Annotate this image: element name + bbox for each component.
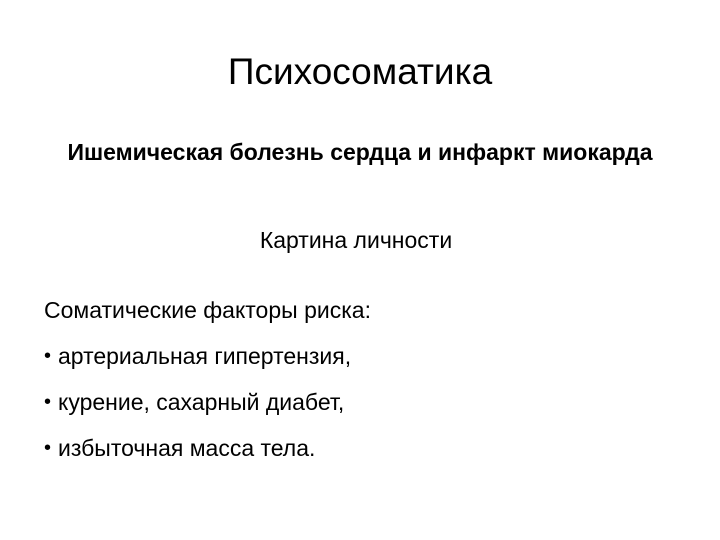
slide-title: Психосоматика	[227, 51, 493, 92]
risk-factors-list	[44, 340, 684, 478]
slide-subtitle: Ишемическая болезнь сердца и инфаркт миокарда	[67, 139, 653, 165]
risk-factors-heading: Соматические факторы риска:	[44, 297, 371, 323]
list-item	[44, 340, 684, 386]
list-item-text: курение, сахарный диабет,	[58, 389, 345, 415]
slide-caption: Картина личности	[259, 227, 453, 253]
list-item-text: артериальная гипертензия,	[58, 343, 352, 369]
list-item-text: избыточная масса тела.	[58, 435, 316, 461]
list-item	[44, 386, 684, 432]
bullet-icon: •	[44, 345, 52, 367]
risk-factors-block	[44, 294, 684, 478]
list-item	[44, 432, 684, 478]
bullet-icon: •	[44, 391, 52, 413]
bullet-icon: •	[44, 437, 52, 459]
